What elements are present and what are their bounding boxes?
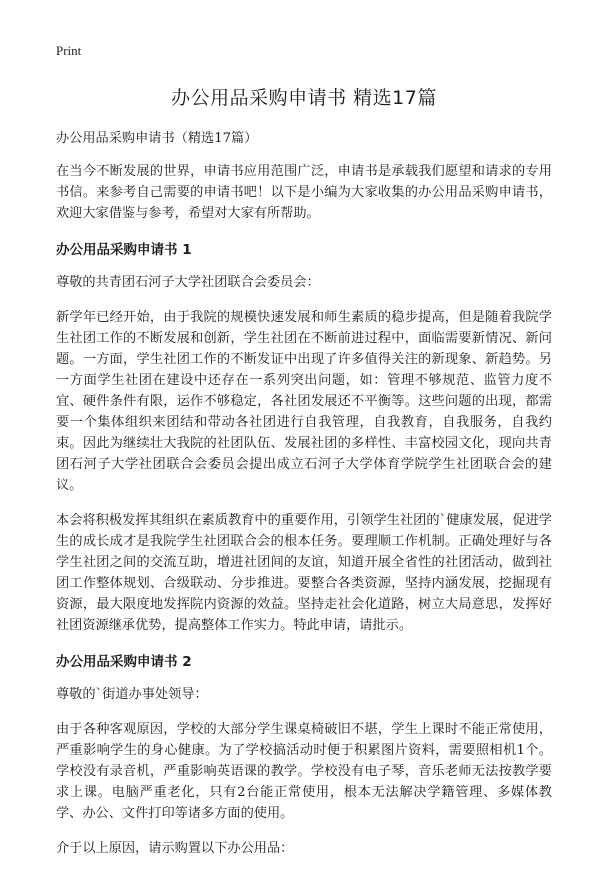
section-1-greeting: 尊敬的共青团石河子大学社团联合会委员会： [56, 275, 320, 290]
section-2-heading: 办公用品采购申请书 2 [56, 654, 192, 670]
print-link[interactable]: Print [56, 43, 82, 58]
section-2-paragraph-1: 由于各种客观原因，学校的大部分学生课桌椅破旧不堪，学生上课时不能正常使用，严重影响学生的身心健康。为了学校搞活动时便于积累图片资料，需要照相机1个。学校没有录音机，严重影响英语课的教学。学校没有电子琴，音乐老师无法按教学要求上课。电脑严重老化，只有2台能正常使用，根本无法解决学籍管理、多媒体教学、办公、文件打印等诸多方面的使用。 [56, 722, 552, 821]
page-title: 办公用品采购申请书 精选17篇 [171, 87, 437, 109]
document-page [56, 40, 552, 873]
section-1-paragraph-1: 新学年已经开始，由于我院的规模快速发展和师生素质的稳步提高，但是随着我院学生社团工作的不断发展和创新，学生社团在不断前进过程中，面临需要新情况、新问题。一方面，学生社团工作的不断发证中出现了许多值得关注的新现象、新趋势。另一方面学生社团在建设中还存在一系列突出问题，如：管理不够规范、监管力度不宜、硬件条件有限，运作不够稳定，各社团发展还不平衡等。这些问题的出现，都需要一个集体组织来团结和带动各社团进行自我管理，自我教育，自我服务，自我约束。因此为继续壮大我院的社团队伍、发展社团的多样性、丰富校园文化，现向共青团石河子大学社团联合会委员会提出成立石河子大学体育学院学生社团联合会的建议。 [56, 310, 552, 493]
document-subtitle: 办公用品采购申请书（精选17篇） [56, 131, 258, 146]
section-1-heading: 办公用品采购申请书 1 [56, 242, 192, 258]
section-2-greeting: 尊敬的`街道办事处领导： [56, 687, 208, 702]
section-1-paragraph-2: 本会将积极发挥其组织在素质教育中的重要作用，引领学生社团的`健康发展，促进学生的成长成才是我院学生社团联合会的根本任务。要理顺工作机制。正确处理好与各学生社团之间的交流互助，增进社团间的友谊，知道开展全省性的社团活动，做到社团工作整体规划、合级联动、分步推进。要整合各类资源，坚持内涵发展，挖掘现有资源，最大限度地发挥院内资源的效益。坚持走社会化道路，树立大局意思，发挥好社团资源继承优势，提高整体工作实力。特此申请，请批示。 [56, 513, 552, 633]
section-2-paragraph-2: 介于以上原因，请示购置以下办公用品： [56, 841, 294, 856]
intro-paragraph: 在当今不断发展的世界，申请书应用范围广泛，申请书是承载我们愿望和请求的专用书信。来参考自己需要的申请书吧！以下是小编为大家收集的办公用品采购申请书，欢迎大家借鉴与参考，希望对大家有所帮助。 [56, 164, 552, 221]
